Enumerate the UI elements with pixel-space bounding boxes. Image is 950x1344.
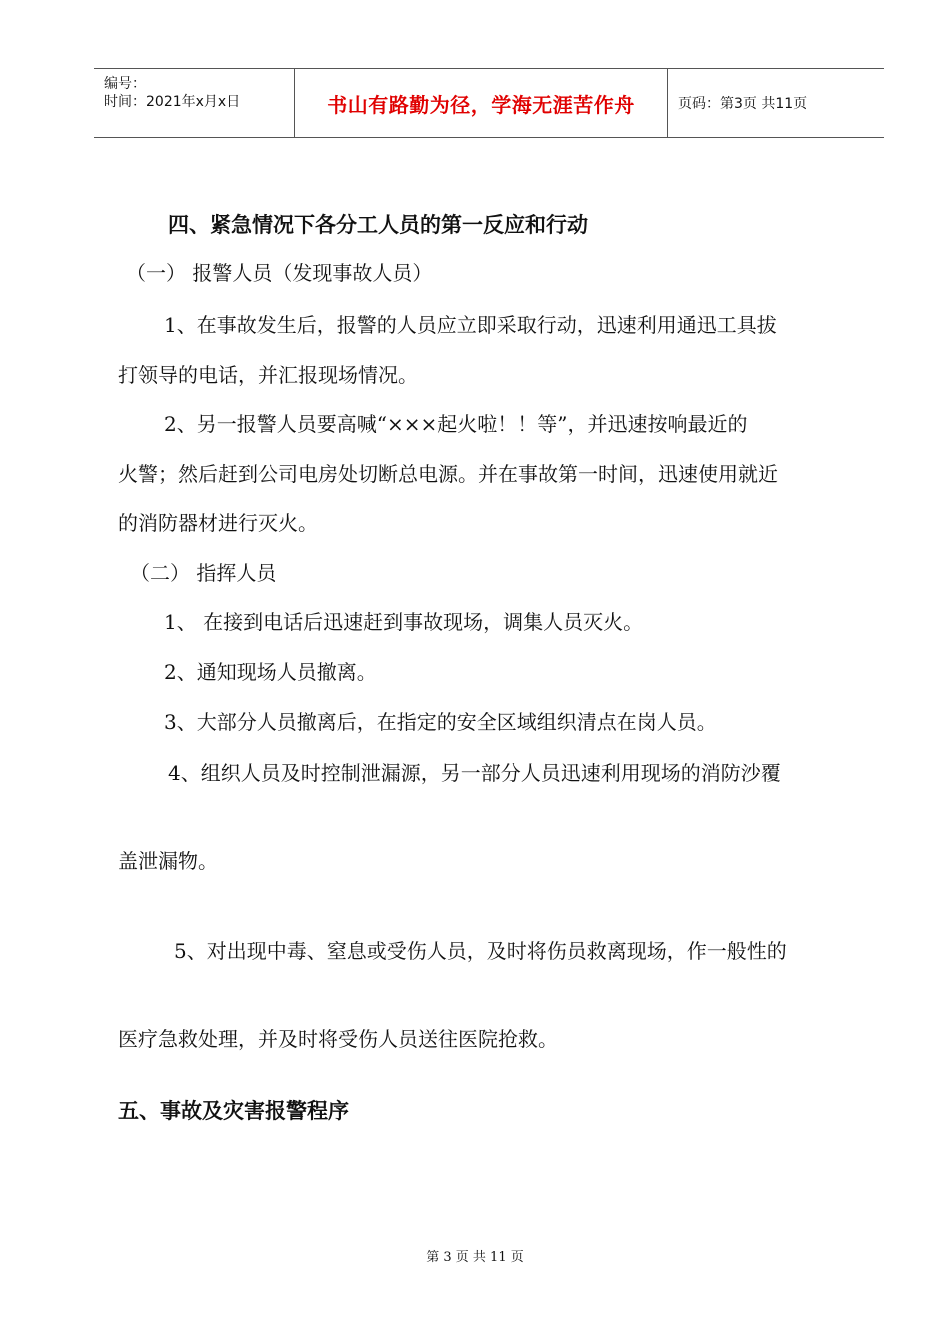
section-4-title: 四、紧急情况下各分工人员的第一反应和行动 <box>168 213 588 237</box>
header-page-cell <box>668 69 884 137</box>
paragraph-2-line-1: 2、另一报警人员要高喊“×××起火啦！！等”，并迅速按响最近的 <box>164 412 748 436</box>
page-footer: 第 3 页 共 11 页 <box>426 1250 524 1265</box>
section-5-title: 五、事故及灾害报警程序 <box>118 1099 349 1123</box>
command-item-4-line-2: 盖泄漏物。 <box>118 849 218 873</box>
header-page-number: 页码：第3页 共11页 <box>678 96 808 112</box>
header-meta <box>94 69 295 137</box>
command-item-2: 2、通知现场人员撤离。 <box>164 660 377 684</box>
subsection-2-title: （二） 指挥人员 <box>130 561 277 585</box>
document-time-label: 时间：2021年x月x日 <box>104 94 241 110</box>
header-motto-cell <box>295 69 668 137</box>
command-item-4-line-1: 4、组织人员及时控制泄漏源，另一部分人员迅速利用现场的消防沙覆 <box>168 761 781 785</box>
paragraph-2-line-3: 的消防器材进行灭火。 <box>118 511 318 535</box>
header-motto: 书山有路勤为径，学海无涯苦作舟 <box>327 92 635 117</box>
document-number-label: 编号： <box>104 76 146 92</box>
paragraph-1-line-1: 1、在事故发生后，报警的人员应立即采取行动，迅速利用通迅工具拔 <box>164 313 777 337</box>
command-item-5-line-2: 医疗急救处理，并及时将受伤人员送往医院抢救。 <box>118 1027 558 1051</box>
page-header <box>94 68 884 138</box>
subsection-1-title: （一） 报警人员（发现事故人员） <box>126 261 433 285</box>
paragraph-1-line-2: 打领导的电话，并汇报现场情况。 <box>118 363 418 387</box>
paragraph-2-line-2: 火警；然后赶到公司电房处切断总电源。并在事故第一时间，迅速使用就近 <box>118 462 778 486</box>
command-item-1: 1、 在接到电话后迅速赶到事故现场，调集人员灭火。 <box>164 610 644 634</box>
command-item-5-line-1: 5、对出现中毒、窒息或受伤人员，及时将伤员救离现场，作一般性的 <box>174 939 787 963</box>
command-item-3: 3、大部分人员撤离后，在指定的安全区域组织清点在岗人员。 <box>164 710 717 734</box>
